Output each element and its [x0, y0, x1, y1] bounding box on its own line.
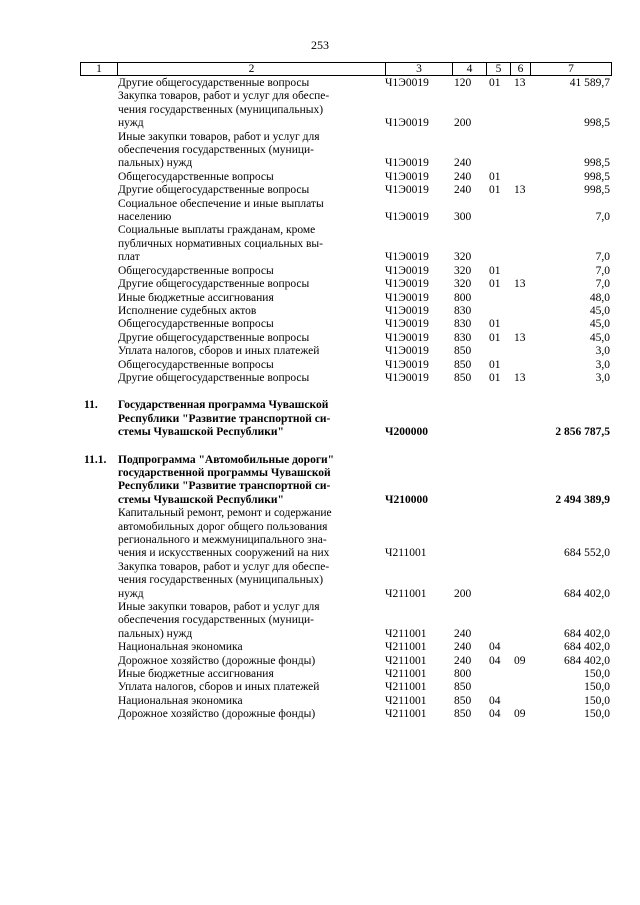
row-name [118, 668, 366, 681]
row-name-line: Социальные выплаты гражданам, кроме [118, 224, 316, 237]
row-col-5: 01 [489, 318, 501, 331]
row-amount: 3,0 [595, 358, 610, 371]
row-amount: 2 856 787,5 [555, 426, 610, 439]
row-amount: 7,0 [595, 211, 610, 224]
row-name-line: Общегосударственные вопросы [118, 318, 274, 331]
row-name [118, 278, 366, 291]
row-name-line: Другие общегосударственные вопросы [118, 371, 310, 384]
row-col-4: 240 [454, 170, 472, 183]
row-name [118, 171, 366, 184]
row-amount: 150,0 [584, 708, 610, 721]
row-col-6: 09 [514, 708, 526, 721]
row-name-line: государственной программы Чувашской [118, 466, 331, 479]
row-name-line: пальных) нужд [118, 627, 193, 640]
row-amount: 998,5 [584, 170, 610, 183]
row-col-4: 320 [454, 264, 472, 277]
row-name-line: чения государственных (муниципальных) [118, 574, 324, 587]
row-name-line: Общегосударственные вопросы [118, 170, 274, 183]
row-col-6: 09 [514, 654, 526, 667]
row-name-line: обеспечения государственных (муници- [118, 614, 314, 627]
row-code: Ч211001 [385, 587, 427, 600]
row-name-line: плат [118, 251, 140, 264]
table-row [80, 359, 612, 372]
row-col-5: 01 [489, 170, 501, 183]
row-col-5: 01 [489, 331, 501, 344]
row-name-line: Национальная экономика [118, 641, 243, 654]
row-col-4: 800 [454, 291, 472, 304]
row-name-line: Иные бюджетные ассигнования [118, 291, 274, 304]
row-col-5: 01 [489, 184, 501, 197]
row-code: Ч200000 [385, 426, 428, 439]
table-row [80, 332, 612, 345]
row-col-5: 01 [489, 278, 501, 291]
row-amount: 2 494 389,9 [555, 493, 610, 506]
row-name-line: регионального и межмуниципального зна- [118, 534, 327, 546]
row-name-line: стемы Чувашской Республики" [118, 493, 284, 506]
row-spacer [80, 385, 612, 399]
row-name-line: Общегосударственные вопросы [118, 264, 274, 277]
row-name-line: публичных нормативных социальных вы- [118, 237, 323, 250]
row-amount: 684 402,0 [564, 641, 610, 654]
table-row [80, 641, 612, 654]
row-name [118, 641, 366, 654]
table-row [80, 318, 612, 331]
header-col-7: 7 [531, 63, 612, 76]
row-name-line: Иные бюджетные ассигнования [118, 668, 274, 681]
row-name [118, 332, 366, 345]
page-number: 253 [311, 38, 329, 52]
row-code: Ч211001 [385, 641, 427, 654]
row-col-4: 830 [454, 331, 472, 344]
row-name-line: Уплата налогов, сборов и иных платежей [118, 345, 320, 358]
table-body [80, 77, 612, 722]
row-name-line: Другие общегосударственные вопросы [118, 77, 310, 89]
row-col-4: 850 [454, 371, 472, 384]
header-col-6: 6 [511, 63, 531, 76]
table-row [80, 278, 612, 291]
row-name-line: Уплата налогов, сборов и иных платежей [118, 681, 320, 694]
row-name-line: Дорожное хозяйство (дорожные фонды) [118, 708, 316, 721]
table-row [80, 668, 612, 681]
row-amount: 150,0 [584, 681, 610, 694]
row-col-4: 240 [454, 157, 472, 170]
row-amount: 684 402,0 [564, 587, 610, 600]
row-amount: 998,5 [584, 157, 610, 170]
row-code: Ч1Э0019 [385, 170, 429, 183]
row-name-line: чения государственных (муниципальных) [118, 103, 324, 116]
row-amount: 3,0 [595, 345, 610, 358]
row-name-line: Закупка товаров, работ и услуг для обеспе- [118, 560, 330, 573]
table-row [80, 198, 612, 225]
table-row [80, 507, 612, 561]
row-code: Ч211001 [385, 668, 427, 681]
header-col-5: 5 [487, 63, 511, 76]
row-name-line: Иные закупки товаров, работ и услуг для [118, 601, 320, 614]
table-row [80, 708, 612, 721]
row-name [118, 695, 366, 708]
row-name-line: автомобильных дорог общего пользования [118, 520, 328, 533]
row-amount: 7,0 [595, 251, 610, 264]
row-code: Ч211001 [385, 694, 427, 707]
table-row [80, 372, 612, 385]
table-row [80, 131, 612, 171]
row-code: Ч1Э0019 [385, 371, 429, 384]
row-code: Ч1Э0019 [385, 291, 429, 304]
row-code: Ч1Э0019 [385, 117, 429, 130]
table-row [80, 224, 612, 264]
row-name-line: Другие общегосударственные вопросы [118, 278, 310, 291]
row-amount: 45,0 [589, 318, 610, 331]
row-code: Ч1Э0019 [385, 211, 429, 224]
row-col-4: 300 [454, 211, 472, 224]
table-row [80, 292, 612, 305]
row-col-6: 13 [514, 278, 526, 291]
row-code: Ч211001 [385, 547, 427, 560]
row-name-line: Национальная экономика [118, 694, 243, 707]
row-col-4: 120 [454, 77, 472, 89]
table-row [80, 601, 612, 641]
row-name [118, 77, 366, 90]
row-col-4: 240 [454, 654, 472, 667]
row-code: Ч211001 [385, 654, 427, 667]
row-name-line: нужд [118, 587, 144, 600]
row-col-4: 850 [454, 358, 472, 371]
row-amount: 998,5 [584, 184, 610, 197]
row-name [118, 561, 366, 601]
row-col-4: 240 [454, 627, 472, 640]
row-col-4: 800 [454, 668, 472, 681]
header-col-3: 3 [386, 63, 453, 76]
row-col-6: 13 [514, 184, 526, 197]
row-code: Ч1Э0019 [385, 77, 429, 89]
row-col-4: 320 [454, 278, 472, 291]
row-name [118, 359, 366, 372]
table-row [80, 681, 612, 694]
row-amount: 7,0 [595, 278, 610, 291]
row-col-6: 13 [514, 331, 526, 344]
table-header [80, 62, 612, 76]
row-number: 11.1. [84, 453, 107, 466]
row-code: Ч1Э0019 [385, 358, 429, 371]
row-col-5: 04 [489, 694, 501, 707]
row-amount: 998,5 [584, 117, 610, 130]
row-col-5: 04 [489, 641, 501, 654]
row-name [118, 681, 366, 694]
row-amount: 684 552,0 [564, 547, 610, 560]
row-code: Ч1Э0019 [385, 264, 429, 277]
table-row [80, 454, 612, 508]
row-amount: 41 589,7 [569, 77, 610, 89]
row-amount: 48,0 [589, 291, 610, 304]
row-name-line: пальных) нужд [118, 157, 193, 170]
row-name-line: Другие общегосударственные вопросы [118, 331, 310, 344]
row-name [118, 131, 366, 171]
row-name [118, 184, 366, 197]
table-row [80, 305, 612, 318]
row-amount: 7,0 [595, 264, 610, 277]
row-name-line: Капитальный ремонт, ремонт и содержание [118, 507, 332, 520]
row-name-line: Республики "Развитие транспортной си- [118, 480, 331, 493]
row-name [118, 345, 366, 358]
row-col-5: 04 [489, 654, 501, 667]
row-name [118, 305, 366, 318]
row-name [118, 655, 366, 668]
table-row [80, 561, 612, 601]
row-col-5: 04 [489, 708, 501, 721]
row-code: Ч1Э0019 [385, 345, 429, 358]
row-name-line: Другие общегосударственные вопросы [118, 184, 310, 197]
row-name [118, 454, 366, 508]
row-col-5: 01 [489, 77, 501, 89]
row-name [118, 399, 366, 439]
row-col-4: 850 [454, 694, 472, 707]
row-amount: 45,0 [589, 304, 610, 317]
row-code: Ч1Э0019 [385, 318, 429, 331]
row-name-line: Подпрограмма "Автомобильные дороги" [118, 453, 335, 466]
row-name-line: Социальное обеспечение и иные выплаты [118, 197, 324, 210]
row-code: Ч1Э0019 [385, 184, 429, 197]
table-row [80, 184, 612, 197]
row-amount: 45,0 [589, 331, 610, 344]
row-code: Ч1Э0019 [385, 157, 429, 170]
row-name-line: Общегосударственные вопросы [118, 358, 274, 371]
row-code: Ч1Э0019 [385, 278, 429, 291]
header-col-4: 4 [453, 63, 487, 76]
table-row [80, 171, 612, 184]
row-name-line: Республики "Развитие транспортной си- [118, 412, 331, 425]
row-name-line: населению [118, 211, 172, 224]
row-col-4: 830 [454, 318, 472, 331]
row-col-4: 850 [454, 681, 472, 694]
row-name [118, 601, 366, 641]
row-amount: 684 402,0 [564, 627, 610, 640]
row-name [118, 708, 366, 721]
row-name [118, 224, 366, 264]
header-col-2: 2 [118, 63, 386, 76]
row-number: 11. [84, 399, 98, 412]
row-name [118, 507, 366, 561]
row-name [118, 198, 366, 225]
row-col-4: 240 [454, 184, 472, 197]
row-col-4: 850 [454, 708, 472, 721]
row-col-4: 850 [454, 345, 472, 358]
row-col-5: 01 [489, 371, 501, 384]
table-row [80, 655, 612, 668]
row-amount: 150,0 [584, 694, 610, 707]
row-name [118, 292, 366, 305]
row-name-line: нужд [118, 117, 144, 130]
table-row [80, 77, 612, 90]
row-col-4: 320 [454, 251, 472, 264]
row-code: Ч1Э0019 [385, 304, 429, 317]
table-row [80, 345, 612, 358]
row-name [118, 90, 366, 130]
row-name-line: стемы Чувашской Республики" [118, 426, 284, 439]
header-col-1: 1 [81, 63, 118, 76]
row-spacer [80, 440, 612, 454]
row-col-5: 01 [489, 264, 501, 277]
row-col-5: 01 [489, 358, 501, 371]
row-name-line: Исполнение судебных актов [118, 304, 257, 317]
row-name-line: Дорожное хозяйство (дорожные фонды) [118, 654, 316, 667]
row-code: Ч211001 [385, 627, 427, 640]
row-col-6: 13 [514, 77, 526, 89]
row-name-line: чения и искусственных сооружений на них [118, 547, 330, 560]
row-code: Ч210000 [385, 493, 428, 506]
row-name-line: Закупка товаров, работ и услуг для обеспе- [118, 90, 330, 103]
row-name [118, 372, 366, 385]
row-col-6: 13 [514, 371, 526, 384]
row-code: Ч1Э0019 [385, 331, 429, 344]
row-amount: 3,0 [595, 371, 610, 384]
row-col-4: 200 [454, 117, 472, 130]
row-name-line: Иные закупки товаров, работ и услуг для [118, 130, 320, 143]
row-col-4: 830 [454, 304, 472, 317]
row-amount: 150,0 [584, 668, 610, 681]
row-code: Ч1Э0019 [385, 251, 429, 264]
table-row [80, 695, 612, 708]
row-code: Ч211001 [385, 708, 427, 721]
row-code: Ч211001 [385, 681, 427, 694]
row-name-line: Государственная программа Чувашской [118, 399, 329, 412]
row-name-line: обеспечения государственных (муници- [118, 144, 314, 157]
row-col-4: 200 [454, 587, 472, 600]
row-amount: 684 402,0 [564, 654, 610, 667]
row-col-4: 240 [454, 641, 472, 654]
row-name [118, 318, 366, 331]
row-name [118, 265, 366, 278]
table-row [80, 399, 612, 439]
table-row [80, 265, 612, 278]
table-row [80, 90, 612, 130]
